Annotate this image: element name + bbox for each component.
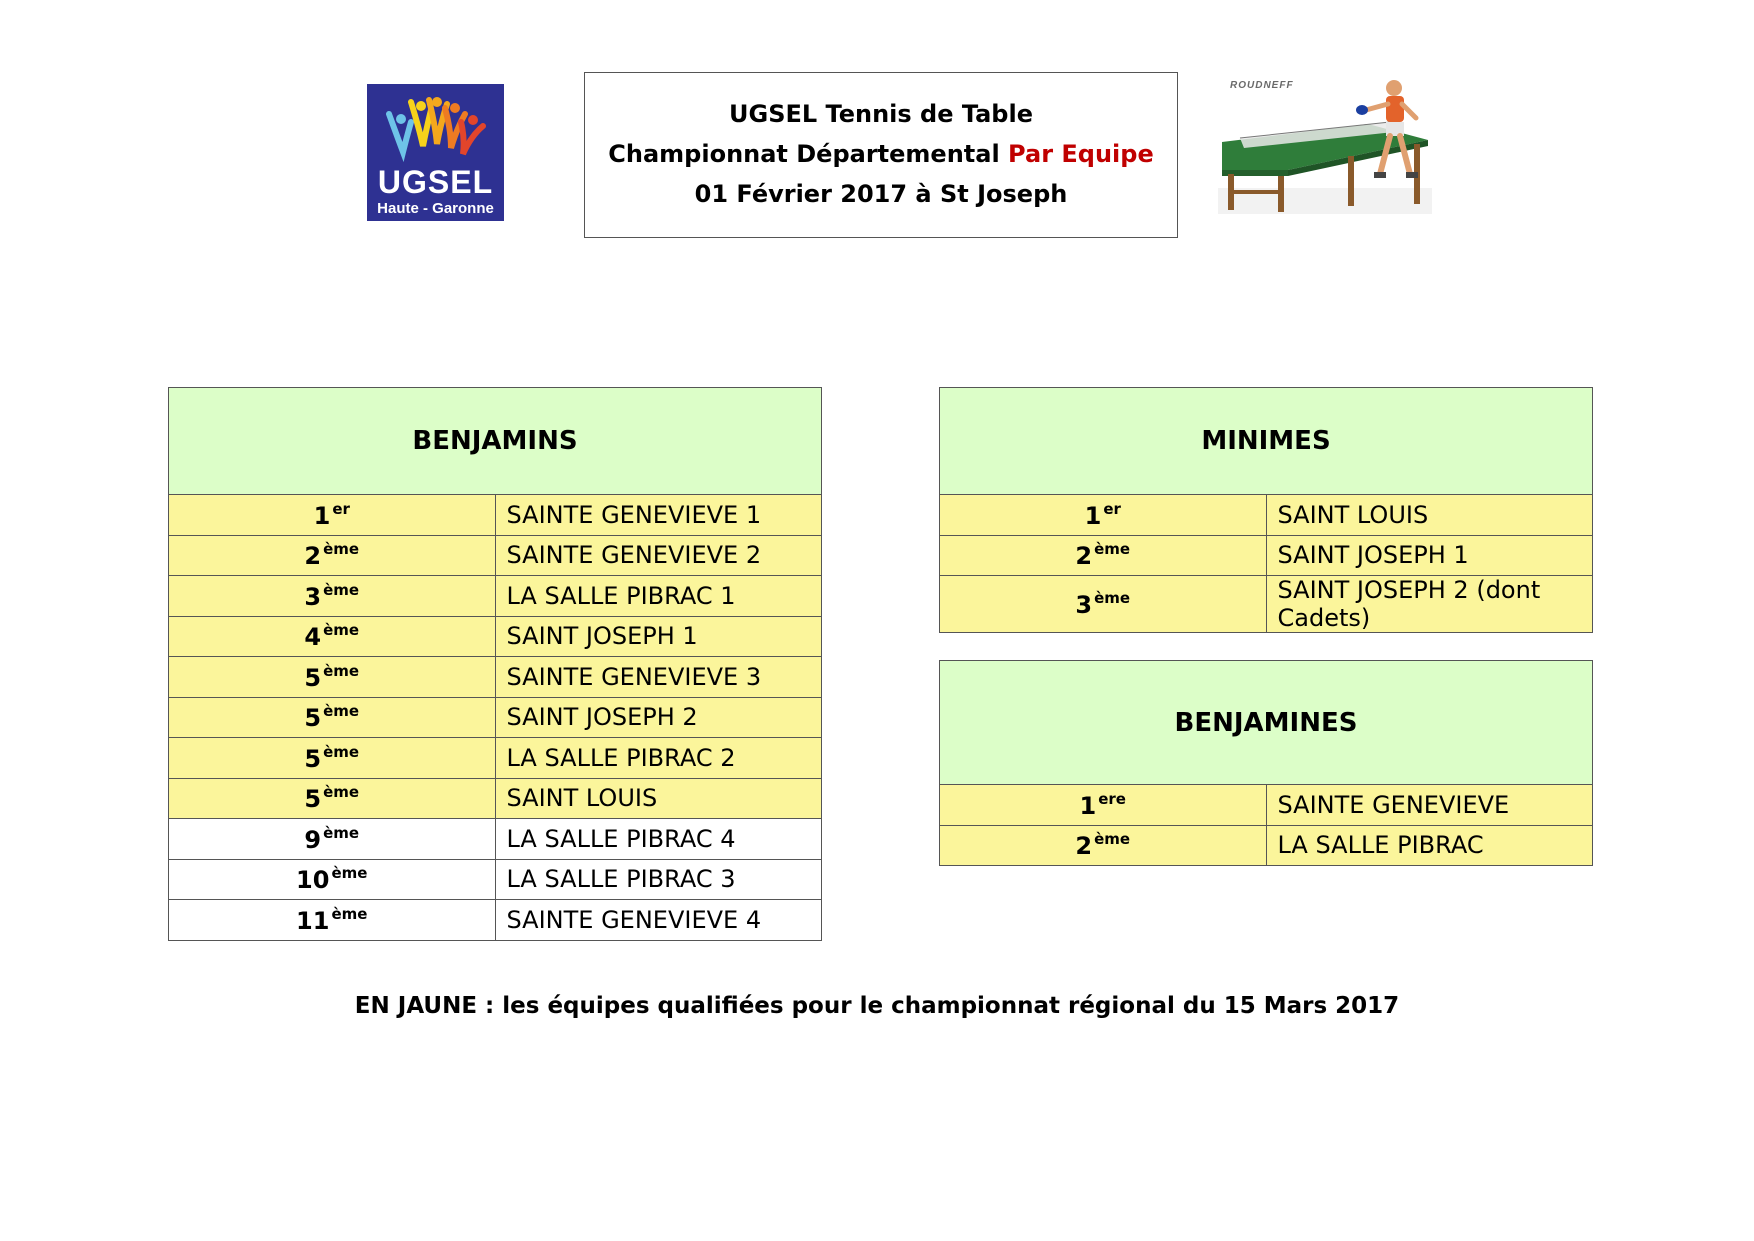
ranking-table-minimes <box>939 387 1593 633</box>
roudneff-brand: ROUDNEFF <box>1230 80 1294 91</box>
rank-number: 9 <box>304 825 322 854</box>
ugsel-logo-subtitle: Haute - Garonne <box>377 200 494 217</box>
rank-cell <box>169 697 496 738</box>
rank-number: 3 <box>304 582 322 611</box>
table-row <box>169 495 822 536</box>
rank-suffix: ème <box>1094 830 1131 849</box>
rank-suffix: ème <box>323 580 360 599</box>
team-name: SAINT LOUIS <box>495 778 822 819</box>
rank-suffix: ere <box>1098 789 1126 808</box>
rank-number: 1 <box>313 501 331 530</box>
rank-number: 5 <box>304 663 322 692</box>
team-name: SAINT JOSEPH 2 <box>495 697 822 738</box>
team-name: SAINTE GENEVIEVE 4 <box>495 900 822 941</box>
team-name: LA SALLE PIBRAC 4 <box>495 819 822 860</box>
table-row <box>940 785 1593 826</box>
rank-suffix: ème <box>323 702 360 721</box>
rank-number: 5 <box>304 785 322 814</box>
table-heading: BENJAMINES <box>940 661 1593 785</box>
table-row <box>169 859 822 900</box>
rank-number: 1 <box>1079 791 1097 820</box>
rank-suffix: ème <box>331 904 368 923</box>
rank-number: 2 <box>304 542 322 571</box>
rank-number: 11 <box>296 906 330 935</box>
rank-cell <box>169 616 496 657</box>
table-row <box>940 825 1593 866</box>
rank-suffix: ème <box>1094 589 1131 607</box>
qualification-note: EN JAUNE : les équipes qualifiées pour le championnat régional du 15 Mars 2017 <box>354 993 1400 1019</box>
table-row <box>169 900 822 941</box>
rank-cell <box>169 900 496 941</box>
title-line-2-accent: Par Equipe <box>1008 140 1154 168</box>
table-tennis-illustration <box>1218 78 1432 214</box>
rank-cell <box>169 576 496 617</box>
rank-number: 2 <box>1075 832 1093 861</box>
rank-cell <box>169 657 496 698</box>
table-row <box>169 657 822 698</box>
ranking-table-benjamins <box>168 387 822 941</box>
table-row <box>169 778 822 819</box>
title-line-2 <box>585 140 1177 168</box>
rank-suffix: ème <box>323 783 360 802</box>
table-row <box>169 576 822 617</box>
title-box <box>584 72 1178 238</box>
team-name: LA SALLE PIBRAC 3 <box>495 859 822 900</box>
rank-suffix: ème <box>323 540 360 559</box>
team-name: LA SALLE PIBRAC <box>1266 825 1593 866</box>
rank-number: 1 <box>1084 501 1102 530</box>
table-row <box>940 495 1593 536</box>
rank-number: 5 <box>304 704 322 733</box>
rank-cell <box>940 825 1267 866</box>
rank-suffix: ème <box>323 742 360 761</box>
team-name: SAINTE GENEVIEVE 3 <box>495 657 822 698</box>
title-line-3: 01 Février 2017 à St Joseph <box>694 180 1068 208</box>
table-heading: MINIMES <box>940 388 1593 495</box>
rank-cell <box>169 819 496 860</box>
table-heading: BENJAMINS <box>169 388 822 495</box>
table-row <box>940 535 1593 576</box>
rank-suffix: ème <box>1094 540 1131 559</box>
team-name: SAINT LOUIS <box>1266 495 1593 536</box>
rank-cell <box>169 778 496 819</box>
rank-cell <box>940 576 1267 633</box>
ranking-table-benjamines <box>939 660 1593 866</box>
rank-suffix: ème <box>323 621 360 640</box>
table-row <box>169 616 822 657</box>
team-name: SAINT JOSEPH 2 (dont Cadets) <box>1266 576 1593 633</box>
team-name: LA SALLE PIBRAC 1 <box>495 576 822 617</box>
team-name: SAINTE GENEVIEVE 2 <box>495 535 822 576</box>
table-row <box>940 576 1593 633</box>
title-line-1: UGSEL Tennis de Table <box>729 100 1033 128</box>
table-row <box>169 819 822 860</box>
rank-number: 2 <box>1075 542 1093 571</box>
table-tennis-player-icon <box>1218 78 1432 214</box>
rank-number: 10 <box>296 866 330 895</box>
rank-cell <box>940 785 1267 826</box>
table-row <box>169 738 822 779</box>
rank-cell <box>940 535 1267 576</box>
table-row <box>169 697 822 738</box>
rank-suffix: er <box>1103 499 1121 518</box>
ugsel-logo <box>367 84 504 221</box>
team-name: SAINT JOSEPH 1 <box>1266 535 1593 576</box>
rank-cell <box>169 495 496 536</box>
team-name: SAINT JOSEPH 1 <box>495 616 822 657</box>
team-name: SAINTE GENEVIEVE <box>1266 785 1593 826</box>
rank-number: 4 <box>304 623 322 652</box>
rank-cell <box>169 535 496 576</box>
rank-cell <box>169 859 496 900</box>
rank-number: 5 <box>304 744 322 773</box>
rank-number: 3 <box>1075 591 1093 619</box>
rank-suffix: ème <box>323 661 360 680</box>
table-row <box>169 535 822 576</box>
rank-cell <box>940 495 1267 536</box>
team-name: SAINTE GENEVIEVE 1 <box>495 495 822 536</box>
rank-suffix: er <box>332 499 350 518</box>
rank-cell <box>169 738 496 779</box>
rank-suffix: ème <box>323 823 360 842</box>
ugsel-logo-name: UGSEL <box>377 164 494 200</box>
title-line-2-main: Championnat Départemental <box>608 140 1000 168</box>
rank-suffix: ème <box>331 864 368 883</box>
team-name: LA SALLE PIBRAC 2 <box>495 738 822 779</box>
